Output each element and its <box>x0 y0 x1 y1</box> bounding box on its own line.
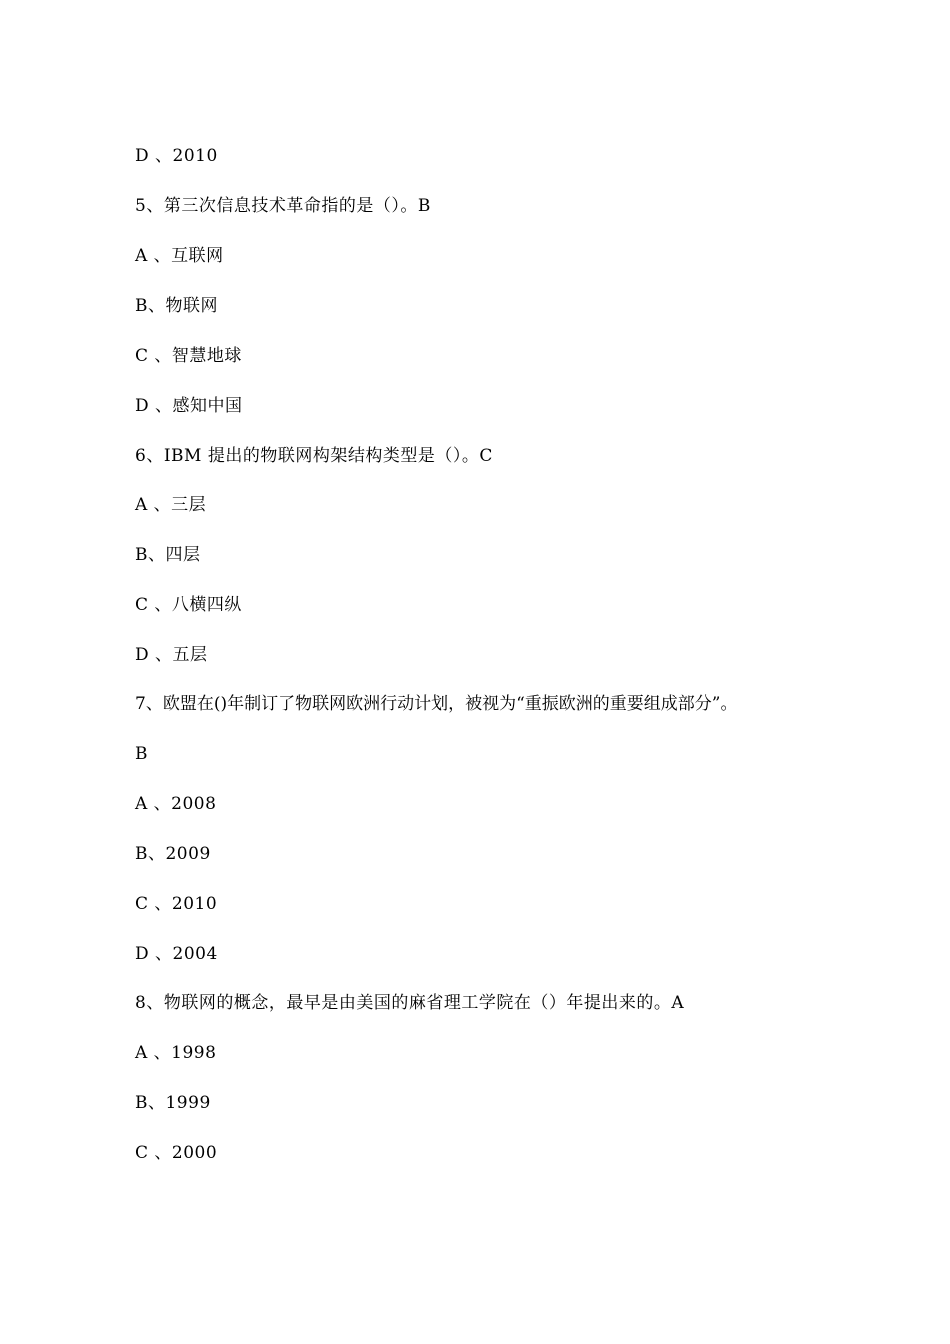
question-5: 5、第三次信息技术革命指的是（）。B <box>135 196 431 216</box>
q7-option-d: D 、2004 <box>135 944 218 964</box>
q8-option-c: C 、2000 <box>135 1143 218 1163</box>
q5-option-d: D 、感知中国 <box>135 396 243 416</box>
question-7: 7、欧盟在()年制订了物联网欧洲行动计划，被视为“重振欧洲的重要组成部分”。 <box>135 694 738 714</box>
q7-option-c: C 、2010 <box>135 894 218 914</box>
q6-option-d: D 、五层 <box>135 645 208 665</box>
q5-option-a: A 、互联网 <box>135 246 224 266</box>
option-d-2010: D 、2010 <box>135 146 218 166</box>
q6-option-b: B、四层 <box>135 545 201 565</box>
q6-option-a: A 、三层 <box>135 495 207 515</box>
q7-option-a: A 、2008 <box>135 794 217 814</box>
q6-option-c: C 、八横四纵 <box>135 595 242 615</box>
q8-option-a: A 、1998 <box>135 1043 217 1063</box>
q5-option-c: C 、智慧地球 <box>135 346 242 366</box>
q5-option-b: B、物联网 <box>135 296 218 316</box>
q8-option-b: B、1999 <box>135 1093 211 1113</box>
question-6: 6、IBM 提出的物联网构架结构类型是（）。C <box>135 446 493 466</box>
q7-answer: B <box>135 744 148 764</box>
question-8: 8、物联网的概念，最早是由美国的麻省理工学院在（）年提出来的。A <box>135 993 685 1013</box>
q7-option-b: B、2009 <box>135 844 211 864</box>
